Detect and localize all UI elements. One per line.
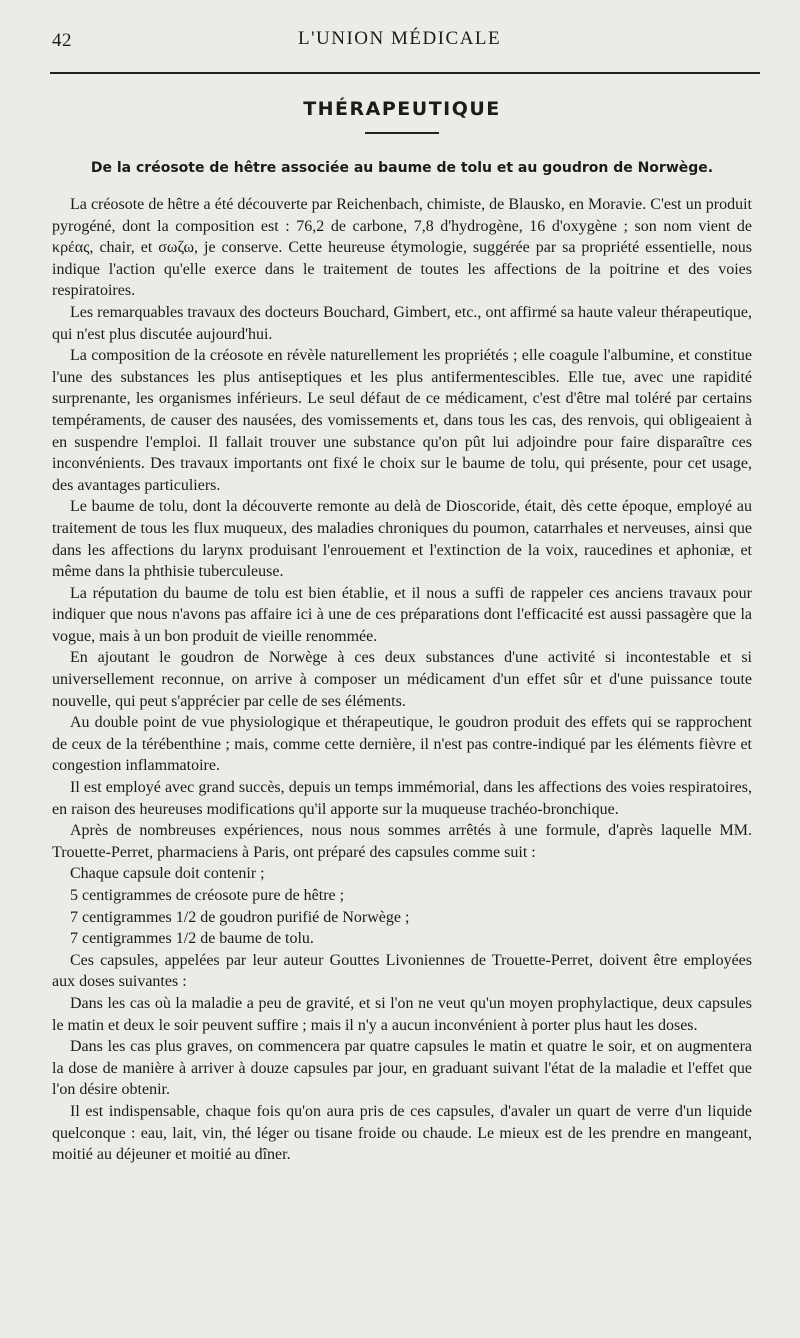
paragraph: Ces capsules, appelées par leur auteur Gouttes Livoniennes de Trouette-Perret, doivent être employées aux doses suivantes : (52, 951, 752, 991)
article-body (52, 194, 752, 1166)
paragraph: En ajoutant le goudron de Norwège à ces deux substances d'une activité si incontestable et si universellement reconnue, on arrive à composer un médicament d'un effet sûr et d'une puissance toute nouvelle, qui peut s'apprécier par celle de ses éléments. (52, 649, 752, 710)
formula-line: 5 centigrammes de créosote pure de hêtre ; (70, 887, 345, 904)
paragraph: Il est employé avec grand succès, depuis un temps immémorial, dans les affections des voies respiratoires, en raison des heureuses modifications qu'il apporte sur la muqueuse trachéo-bronchique. (52, 779, 752, 818)
paragraph: Dans les cas plus graves, on commencera par quatre capsules le matin et quatre le soir, et on augmentera la dose de manière à arriver à douze capsules par jour, en graduant suivant l'état de la maladie et l'effet que l'on désire obtenir. (52, 1038, 752, 1099)
paragraph: Le baume de tolu, dont la découverte remonte au delà de Dioscoride, était, dès cette époque, employé au traitement de tous les flux muqueux, des maladies chroniques du poumon, catarrhales et nerveuses, ainsi que dans les affections du larynx produisant l'enrouement et l'extinction de la voix, raucedines et aphoniæ, et même dans la phthisie tuberculeuse. (52, 498, 752, 581)
section-title: THÉRAPEUTIQUE (303, 98, 501, 120)
paragraph: Dans les cas où la maladie a peu de gravité, et si l'on ne veut qu'un moyen prophylactique, deux capsules le matin et deux le soir peuvent suffire ; mais il n'y a aucun inconvénient à porter plus haut les doses. (52, 994, 752, 1034)
formula-line: 7 centigrammes 1/2 de baume de tolu. (70, 930, 314, 948)
paragraph: La réputation du baume de tolu est bien établie, et il nous a suffi de rappeler ces anciens travaux pour indiquer que nous n'avons pas affaire ici à une de ces préparations dont l'efficacité est aussi passagère que la vogue, mais à un bon produit de vieille renommée. (52, 584, 752, 645)
formula-line: 7 centigrammes 1/2 de goudron purifié de Norwège ; (70, 908, 410, 926)
journal-title: L'UNION MÉDICALE (298, 28, 502, 49)
paragraph: La composition de la créosote en révèle naturellement les propriétés ; elle coagule l'albumine, et constitue l'une des substances les plus antiseptiques et les plus antifermentescibles. Elle tue, avec une rapidité surprenante, les organismes inférieurs. Le seul défaut de ce médicament, c'est d'être mal toléré par certains tempéraments, de causer des nausées, des vomissements et, dans tous les cas, des renvois, qui obligeaient à en suspendre l'emploi. Il fallait trouver une substance qu'on pût lui adjoindre pour faire disparaître ces inconvénients. Des travaux importants ont fixé le choix sur le baume de tolu, qui présente, pour cet usage, des avantages particuliers. (52, 347, 752, 494)
formula-line: Chaque capsule doit contenir ; (70, 865, 265, 883)
paragraph: Les remarquables travaux des docteurs Bouchard, Gimbert, etc., ont affirmé sa haute valeur thérapeutique, qui n'est plus discutée aujourd'hui. (52, 303, 752, 343)
paragraph: La créosote de hêtre a été découverte par Reichenbach, chimiste, de Blausko, en Moravie. C'est un produit pyrogéné, dont la composition est : 76,2 de carbone, 7,8 d'hydrogène, 16 d'oxygène ; son nom vient de κρέας, chair, et σωζω, je conserve. Cette heureuse étymologie, suggérée par sa propriété essentielle, nous indique l'action qu'elle exerce dans le traitement de toutes les affections de la poitrine et des voies respiratoires. (52, 196, 752, 300)
paragraph: Il est indispensable, chaque fois qu'on aura pris de ces capsules, d'avaler un quart de verre d'un liquide quelconque : eau, lait, vin, thé léger ou tisane froide ou chaude. Le mieux est de les prendre en mangeant, moitié au déjeuner et moitié au dîner. (52, 1102, 752, 1164)
paragraph: Après de nombreuses expériences, nous nous sommes arrêtés à une formule, d'après laquelle MM. Trouette-Perret, pharmaciens à Paris, ont préparé des capsules comme suit : (52, 822, 752, 861)
header-rule (50, 72, 760, 74)
paragraph: Au double point de vue physiologique et thérapeutique, le goudron produit des effets qui se rapprochent de ceux de la térébenthine ; mais, comme cette dernière, il n'est pas contre-indiqué par les éléments fièvre et congestion inflammatoire. (52, 714, 752, 775)
running-head (52, 24, 752, 58)
article-title: De la créosote de hêtre associée au baume de tolu et au goudron de Norwège. (90, 160, 714, 176)
page-number: 42 (52, 30, 72, 51)
title-rule (365, 132, 439, 134)
